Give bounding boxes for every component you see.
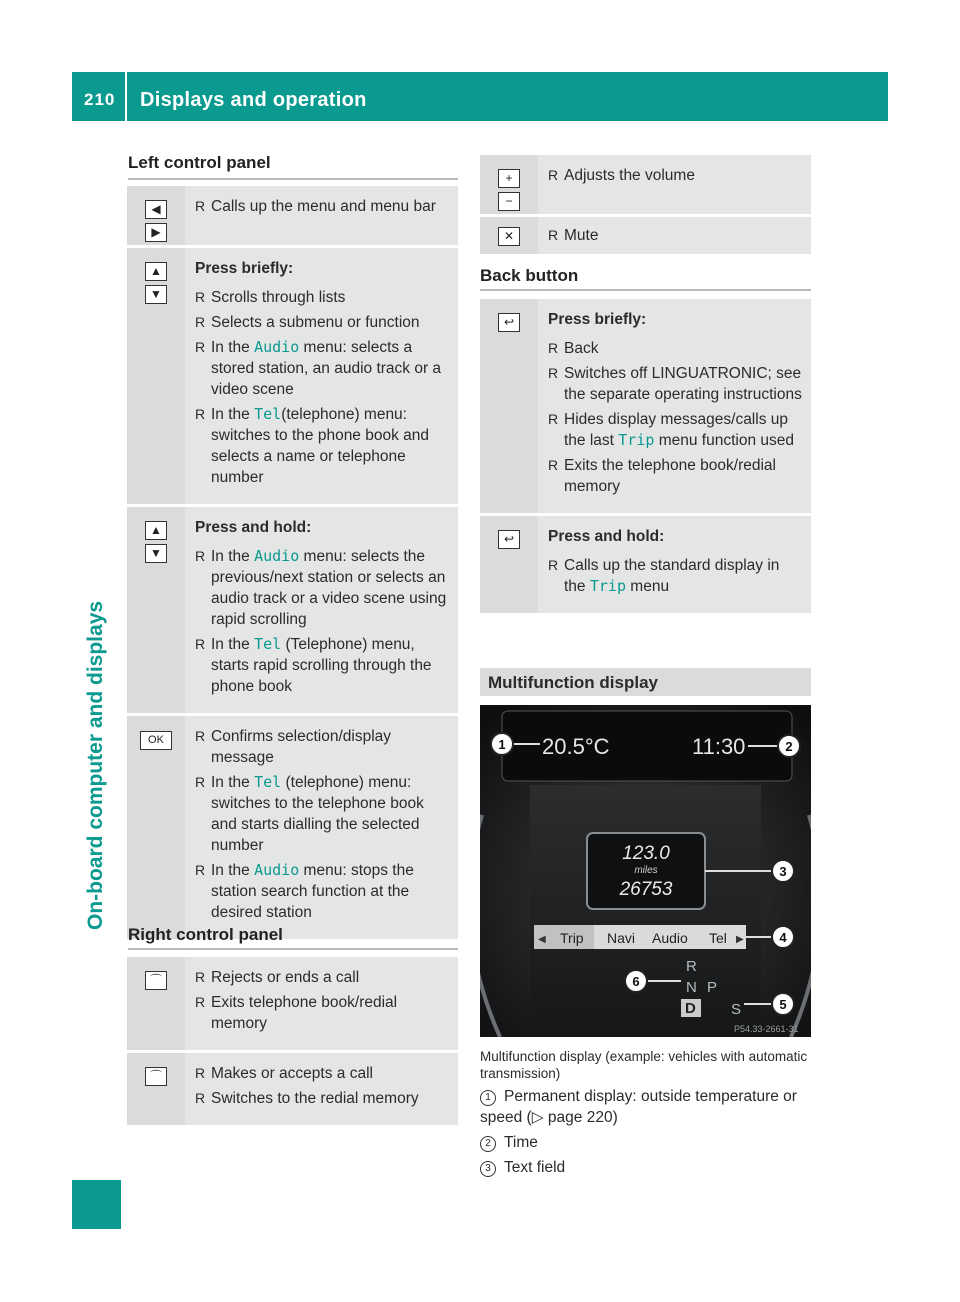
menu-name-audio: Audio (254, 547, 300, 565)
section-rule (128, 178, 458, 180)
right-control-table (127, 954, 458, 1128)
legend-number: 1 (480, 1090, 496, 1106)
list-item: R Calls up the menu and menu bar (195, 196, 452, 217)
back-button-table (480, 296, 811, 616)
table-row (127, 1053, 458, 1125)
left-control-table (127, 183, 458, 942)
row-heading: Press and hold: (195, 519, 312, 536)
side-tab-label: On-board computer and displays (84, 600, 107, 930)
figure-code: P54.33-2661-31 (734, 1024, 799, 1034)
gear-r: R (686, 958, 697, 975)
legend-item: 2 Time (480, 1132, 538, 1153)
distance-unit: miles (634, 865, 658, 876)
list-item: R Scrolls through lists (195, 287, 452, 308)
callout-3: 3 (779, 864, 787, 879)
list-item: R In the Audio menu: selects a stored station, an audio track or a video scene (195, 337, 452, 400)
side-tab-marker (72, 1180, 121, 1229)
row-heading: Press and hold: (548, 528, 665, 545)
menu-name-trip: Trip (618, 431, 655, 449)
gear-p: P (707, 979, 718, 996)
menu-right-arrow-icon: ▶ (736, 934, 744, 945)
gear-s: S (731, 1001, 742, 1018)
table-row (127, 186, 458, 245)
up-arrow-key-icon: ▲ (145, 262, 167, 281)
gear-n: N (686, 979, 697, 996)
menu-name-trip: Trip (589, 577, 626, 595)
list-item: R Calls up the standard display in the Trip menu (548, 555, 805, 597)
mfd-section-band (480, 668, 811, 696)
right-panel-title: Right control panel (128, 925, 283, 944)
volume-down-icon: − (498, 192, 520, 211)
ok-key-icon: OK (140, 731, 172, 750)
page-number: 210 (84, 90, 116, 109)
down-arrow-key-icon: ▼ (145, 544, 167, 563)
list-item: R In the Audio menu: selects the previous/next station or selects an audio track or a video scene using rapid scrolling (195, 546, 452, 630)
volume-table (480, 152, 811, 257)
left-panel-title: Left control panel (128, 153, 271, 172)
trip-value: 123.0 (622, 843, 670, 864)
list-item: R Makes or accepts a call (195, 1063, 452, 1084)
menu-left-arrow-icon: ◀ (538, 934, 546, 945)
menu-item-audio: Audio (652, 930, 688, 946)
header-divider (125, 72, 127, 121)
table-row (480, 217, 811, 254)
volume-up-icon: + (498, 169, 520, 188)
legend-item: 1 Permanent display: outside temperature or speed (▷ page 220) (480, 1088, 797, 1126)
menu-name-tel: Tel (254, 405, 282, 423)
back-arrow-icon: ↩ (498, 530, 520, 549)
callout-4: 4 (779, 930, 787, 945)
legend-item: 3 Text field (480, 1157, 565, 1178)
menu-item-navi: Navi (607, 930, 636, 946)
list-item: R In the Tel (Telephone) menu, starts rapid scrolling through the phone book (195, 634, 452, 697)
list-item: R In the Audio menu: stops the station search function at the desired station (195, 860, 452, 923)
back-arrow-icon: ↩ (498, 313, 520, 332)
list-item: R Exits telephone book/redial memory (195, 992, 452, 1034)
page-title: Displays and operation (140, 89, 367, 111)
left-arrow-key-icon: ◀ (145, 200, 167, 219)
table-row (480, 299, 811, 513)
center-panel (530, 785, 761, 1037)
menu-name-audio: Audio (254, 861, 300, 879)
list-item: R Selects a submenu or function (195, 312, 452, 333)
menu-item-tel: Tel (709, 930, 727, 946)
instrument-cluster-illustration (480, 705, 811, 1037)
list-item: R In the Tel (telephone) menu: switches to the telephone book and starts dialling the selected number (195, 772, 452, 856)
legend-number: 3 (480, 1161, 496, 1177)
phone-accept-icon: ⌒ (145, 1067, 167, 1086)
list-item: R Exits the telephone book/redial memory (548, 455, 805, 497)
odometer-value: 26753 (619, 879, 673, 900)
list-item: R Switches to the redial memory (195, 1088, 452, 1109)
list-item: R Adjusts the volume (548, 165, 805, 186)
list-item: R Back (548, 338, 805, 359)
down-arrow-key-icon: ▼ (145, 285, 167, 304)
figure-caption: Multifunction display (example: vehicles with automatic transmission) (480, 1049, 808, 1081)
callout-2: 2 (785, 739, 793, 754)
hang-up-icon: ⌒ (145, 971, 167, 990)
right-arrow-key-icon: ▶ (145, 223, 167, 242)
list-item: R In the Tel(telephone) menu: switches to the phone book and selects a name or telephone number (195, 404, 452, 488)
table-row (480, 155, 811, 214)
menu-item-trip: Trip (560, 930, 584, 946)
mfd-figure (480, 705, 811, 1037)
menu-name-tel: Tel (254, 635, 282, 653)
callout-6: 6 (632, 974, 640, 989)
table-row (127, 248, 458, 504)
table-row (480, 516, 811, 613)
list-item: R Confirms selection/display message (195, 726, 452, 768)
list-item: R Hides display messages/calls up the last Trip menu function used (548, 409, 805, 451)
list-item: R Rejects or ends a call (195, 967, 452, 988)
table-row (127, 957, 458, 1050)
section-rule (480, 289, 811, 291)
table-row (127, 716, 458, 939)
list-item: R Mute (548, 225, 805, 246)
menu-name-tel: Tel (254, 773, 282, 791)
gear-d: D (685, 1000, 696, 1017)
table-row (127, 507, 458, 713)
menu-name-audio: Audio (254, 338, 300, 356)
time-readout: 11:30 (692, 734, 746, 759)
row-heading: Press briefly: (195, 260, 294, 277)
callout-5: 5 (779, 997, 787, 1012)
row-heading: Press briefly: (548, 311, 647, 328)
up-arrow-key-icon: ▲ (145, 521, 167, 540)
callout-1: 1 (498, 737, 506, 752)
legend-number: 2 (480, 1136, 496, 1152)
mute-icon: ✕ (498, 227, 520, 246)
temperature-readout: 20.5°C (542, 734, 610, 759)
list-item: R Switches off LINGUATRONIC; see the separate operating instructions (548, 363, 805, 405)
back-button-title: Back button (480, 266, 579, 285)
section-rule (128, 948, 458, 950)
mfd-section-title: Multifunction display (488, 673, 658, 692)
